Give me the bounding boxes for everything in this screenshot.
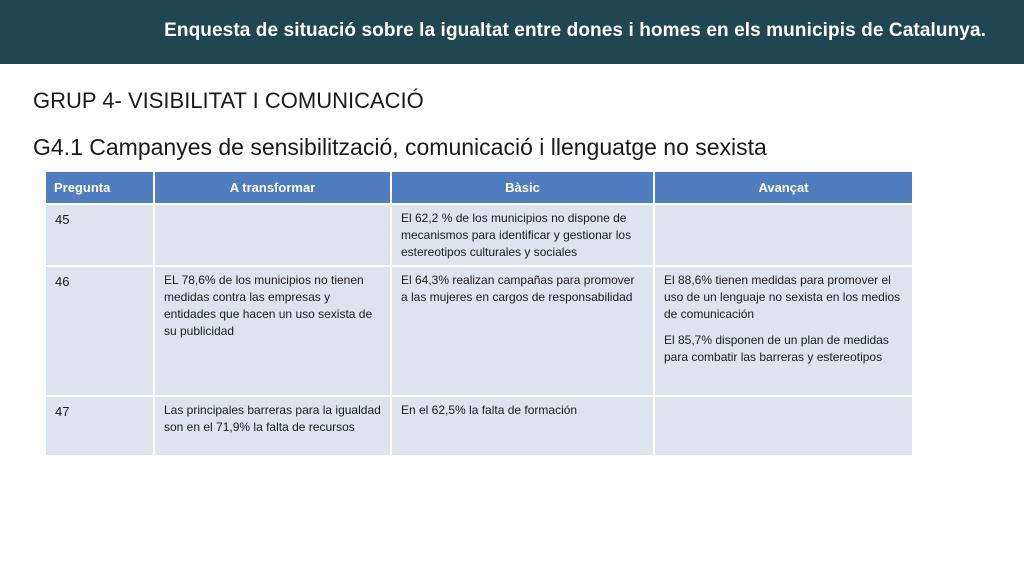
column-header-basic: Bàsic bbox=[391, 171, 654, 204]
header-bar bbox=[0, 0, 1024, 64]
cell-pregunta: 47 bbox=[45, 396, 154, 456]
table-row bbox=[45, 204, 913, 266]
cell-basic: En el 62,5% la falta de formación bbox=[391, 396, 654, 456]
column-header-a-transformar: A transformar bbox=[154, 171, 391, 204]
cell-pregunta: 46 bbox=[45, 266, 154, 396]
table-header-row bbox=[45, 171, 913, 204]
column-header-avancat: Avançat bbox=[654, 171, 913, 204]
cell-a-transformar: EL 78,6% de los municipios no tienen medidas contra las empresas y entidades que hacen un uso sexista de su publicidad bbox=[154, 266, 391, 396]
presentation-title: Enquesta de situació sobre la igualtat entre dones i homes en els municipis de Catalunya. bbox=[164, 20, 986, 41]
cell-basic: El 64,3% realizan campañas para promover a las mujeres en cargos de responsabilidad bbox=[391, 266, 654, 396]
table-row bbox=[45, 396, 913, 456]
cell-avancat bbox=[654, 204, 913, 266]
results-table bbox=[44, 170, 914, 457]
section-title: G4.1 Campanyes de sensibilització, comunicació i llenguatge no sexista bbox=[33, 134, 767, 160]
cell-avancat-paragraph: El 88,6% tienen medidas para promover el uso de un lenguaje no sexista en los medios de comunicación bbox=[664, 273, 901, 321]
table-row bbox=[45, 266, 913, 396]
cell-basic: El 62,2 % de los municipios no dispone de mecanismos para identificar y gestionar los estereotipos culturales y sociales bbox=[391, 204, 654, 266]
cell-avancat bbox=[654, 396, 913, 456]
cell-avancat bbox=[654, 266, 913, 396]
cell-pregunta: 45 bbox=[45, 204, 154, 266]
cell-a-transformar: Las principales barreras para la igualdad son en el 71,9% la falta de recursos bbox=[154, 396, 391, 456]
cell-a-transformar bbox=[154, 204, 391, 266]
group-title: GRUP 4- VISIBILITAT I COMUNICACIÓ bbox=[33, 88, 424, 113]
cell-avancat-paragraph: El 85,7% disponen de un plan de medidas para combatir las barreras y estereotipos bbox=[664, 333, 889, 364]
column-header-pregunta: Pregunta bbox=[45, 171, 154, 204]
